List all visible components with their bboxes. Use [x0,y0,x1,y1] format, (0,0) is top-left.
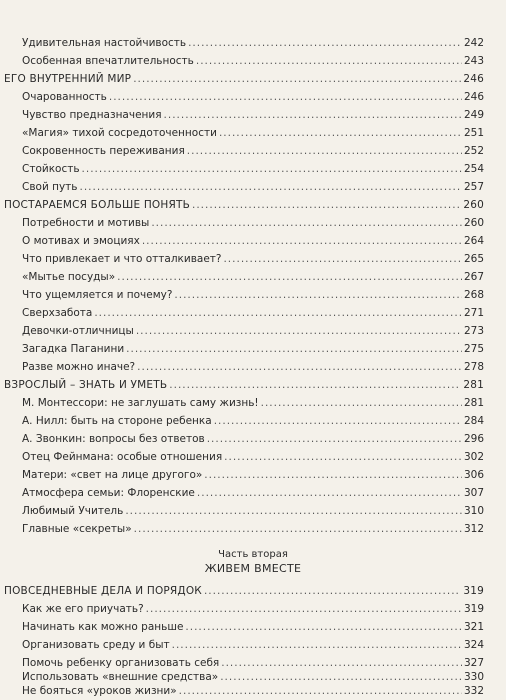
dot-leader [185,618,462,636]
toc-entry-page: 243 [463,55,484,67]
toc-entry-page: 312 [463,523,484,535]
toc-entry [0,250,506,268]
toc-entry-title: Матери: «свет на лице другого» [22,469,203,481]
dot-leader [142,232,462,250]
dot-leader [164,106,462,124]
dot-leader [187,142,462,160]
toc-entry-page: 264 [463,235,484,247]
dot-leader [126,340,462,358]
toc-entry-title: Свой путь [22,181,78,193]
toc-entry-page: 254 [463,163,484,175]
toc-entry-page: 271 [463,307,484,319]
toc-entry-title: А. Звонкин: вопросы без ответов [22,433,205,445]
toc-entry-title: Потребности и мотивы [22,217,150,229]
toc-entry [0,448,506,466]
toc-entry-title: Удивительная настойчивость [22,37,187,49]
toc-entry-page: 327 [463,657,484,669]
toc-entry-page: 306 [463,469,484,481]
toc-entry-page: 307 [463,487,484,499]
dot-leader [151,214,462,232]
toc-chapter-title: ПОВСЕДНЕВНЫЕ ДЕЛА И ПОРЯДОК [4,585,202,597]
toc-chapter [0,376,506,394]
dot-leader [196,52,462,70]
part-title: ЖИВЕМ ВМЕСТЕ [204,562,302,575]
toc-entry-page: 278 [463,361,484,373]
toc-entry-title: «Магия» тихой сосредоточенности [22,127,217,139]
toc-entry-title: Начинать как можно раньше [22,621,184,633]
toc-entry [0,340,506,358]
dot-leader [207,430,462,448]
toc-entry-page: 319 [463,603,484,615]
toc-entry-title: Что ущемляется и почему? [22,289,173,301]
toc-entry-page: 268 [463,289,484,301]
toc-entry [0,682,506,700]
toc-entry [0,520,506,538]
toc-entry [0,124,506,142]
toc-entry-title: Отец Фейнмана: особые отношения [22,451,223,463]
toc-entry-page: 252 [463,145,484,157]
toc-entry [0,160,506,178]
toc-entry-page: 246 [463,91,484,103]
dot-leader [133,70,461,88]
toc-entry [0,268,506,286]
dot-leader [169,376,461,394]
toc-entry [0,358,506,376]
part-label: Часть вторая [218,549,288,560]
toc-entry-title: Девочки-отличницы [22,325,134,337]
toc-entry-page: 330 [463,671,484,683]
toc-entry-page: 265 [463,253,484,265]
dot-leader [179,682,462,700]
dot-leader [261,394,462,412]
toc-entry-title: М. Монтессори: не заглушать саму жизнь! [22,397,259,409]
dot-leader [137,358,462,376]
dot-leader [109,88,462,106]
toc-entry-page: 324 [463,639,484,651]
toc-entry-page: 273 [463,325,484,337]
toc-entry-title: Очарованность [22,91,107,103]
toc-entry [0,394,506,412]
dot-leader [117,268,462,286]
toc-chapter [0,196,506,214]
toc-entry [0,322,506,340]
toc-entry-title: Организовать среду и быт [22,639,170,651]
toc-entry-page: 332 [463,685,484,697]
toc-entry [0,106,506,124]
toc-entry [0,214,506,232]
toc-entry-title: Атмосфера семьи: Флоренские [22,487,195,499]
toc-entry-title: А. Нилл: быть на стороне ребенка [22,415,212,427]
toc-entry-page: 249 [463,109,484,121]
dot-leader [94,304,462,322]
toc-entry-title: Любимый Учитель [22,505,124,517]
toc-entry-title: Сверхзабота [22,307,93,319]
dot-leader [204,466,462,484]
dot-leader [204,582,461,600]
toc-entry-title: Загадка Паганини [22,343,125,355]
toc-entry [0,412,506,430]
toc-entry [0,286,506,304]
toc-entry-title: Помочь ребенку организовать себя [22,657,220,669]
toc-entry-title: «Мытье посуды» [22,271,116,283]
toc-entry [0,600,506,618]
dot-leader [146,600,462,618]
toc-entry-page: 257 [463,181,484,193]
toc-entry-title: Разве можно иначе? [22,361,136,373]
toc-entry-title: Использовать «внешние средства» [22,671,219,683]
toc-entry-page: 251 [463,127,484,139]
toc-chapter-page: 319 [463,585,484,597]
toc-entry-title: Чувство предназначения [22,109,162,121]
toc-chapter-page: 246 [463,73,484,85]
toc-entry-title: Особенная впечатлительность [22,55,194,67]
toc-entry-page: 321 [463,621,484,633]
dot-leader [219,124,462,142]
toc-entry-page: 302 [463,451,484,463]
toc-entry-page: 242 [463,37,484,49]
dot-leader [197,484,462,502]
dot-leader [223,250,461,268]
toc-chapter-title: ЕГО ВНУТРЕННИЙ МИР [4,73,132,85]
toc-entry [0,178,506,196]
toc-entry [0,484,506,502]
toc-entry-page: 296 [463,433,484,445]
toc-entry [0,142,506,160]
toc-chapter [0,70,506,88]
dot-leader [188,34,462,52]
toc-entry-page: 310 [463,505,484,517]
dot-leader [134,520,462,538]
dot-leader [125,502,462,520]
dot-leader [174,286,462,304]
toc-chapter [0,582,506,600]
dot-leader [82,160,462,178]
toc-chapter-title: ВЗРОСЛЫЙ – ЗНАТЬ И УМЕТЬ [4,379,168,391]
toc-entry [0,618,506,636]
toc-entry-title: Стойкость [22,163,80,175]
dot-leader [214,412,462,430]
dot-leader [224,448,462,466]
toc-entry [0,34,506,52]
dot-leader [172,636,462,654]
toc-entry-page: 267 [463,271,484,283]
toc-chapter-page: 281 [463,379,484,391]
toc-entry-title: Не бояться «уроков жизни» [22,685,177,697]
toc-entry [0,232,506,250]
dot-leader [80,178,462,196]
toc-entry-title: О мотивах и эмоциях [22,235,140,247]
toc-entry [0,430,506,448]
toc-entry-title: Как же его приучать? [22,603,144,615]
toc-entry [0,52,506,70]
toc-entry-title: Что привлекает и что отталкивает? [22,253,222,265]
toc-entry [0,88,506,106]
toc-entry-title: Главные «секреты» [22,523,132,535]
dot-leader [136,322,462,340]
toc-entry-title: Сокровенность переживания [22,145,185,157]
toc-entry [0,304,506,322]
toc-chapter-page: 260 [463,199,484,211]
dot-leader [192,196,461,214]
toc-chapter-title: ПОСТАРАЕМСЯ БОЛЬШЕ ПОНЯТЬ [4,199,190,211]
toc-entry-page: 284 [463,415,484,427]
toc-entry [0,466,506,484]
toc-entry-page: 275 [463,343,484,355]
toc-entry [0,502,506,520]
toc-entry-page: 260 [463,217,484,229]
toc-entry-page: 281 [463,397,484,409]
toc-entry [0,636,506,654]
